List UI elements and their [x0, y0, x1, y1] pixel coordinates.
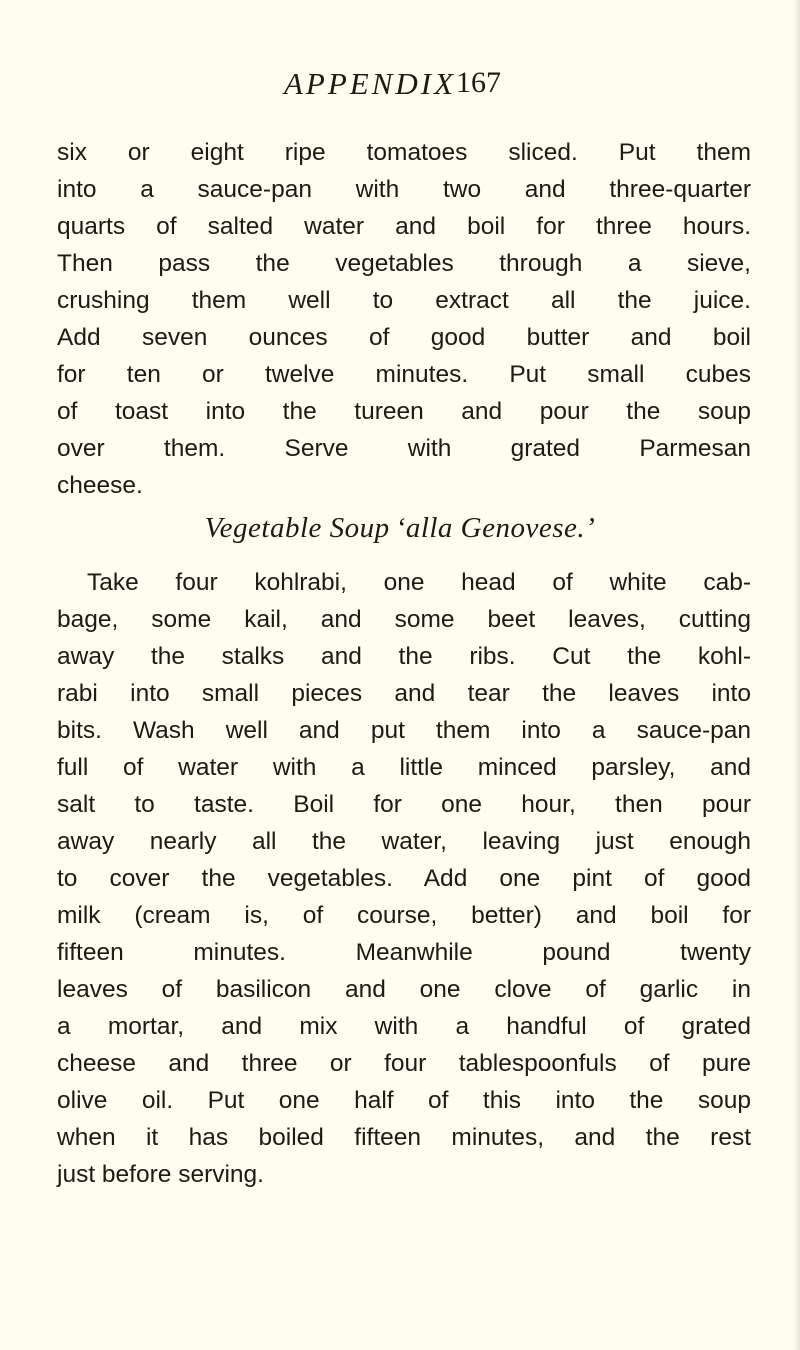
text-line: when it has boiled fifteen minutes, and the rest	[57, 1124, 751, 1151]
text-line: over them. Serve with grated Parmesan	[57, 435, 751, 462]
text-line: six or eight ripe tomatoes sliced. Put them	[57, 139, 751, 166]
text-line: cheese.	[57, 472, 143, 499]
text-line: fifteen minutes. Meanwhile pound twenty	[57, 939, 751, 966]
page-edge-shadow	[794, 0, 800, 1350]
text-line: to cover the vegetables. Add one pint of good	[57, 865, 751, 892]
text-line: of toast into the tureen and pour the soup	[57, 398, 751, 425]
text-line: just before serving.	[57, 1161, 264, 1188]
running-head-title: APPENDIX	[284, 66, 457, 101]
text-line: rabi into small pieces and tear the leaves into	[57, 680, 751, 707]
recipe-heading	[0, 508, 800, 548]
text-line: bage, some kail, and some beet leaves, cutting	[57, 606, 751, 633]
text-line: cheese and three or four tablespoonfuls of pure	[57, 1050, 751, 1077]
text-line: Add seven ounces of good butter and boil	[57, 324, 751, 351]
running-head	[248, 66, 718, 110]
text-line: away the stalks and the ribs. Cut the kohl-	[57, 643, 751, 670]
text-line: bits. Wash well and put them into a sauce-pan	[57, 717, 751, 744]
text-line: Take four kohlrabi, one head of white cab-	[87, 569, 751, 596]
page-number: 167	[456, 66, 501, 99]
recipe-heading-main: Vegetable Soup	[204, 512, 390, 544]
text-line: a mortar, and mix with a handful of grated	[57, 1013, 751, 1040]
text-line: crushing them well to extract all the juice.	[57, 287, 751, 314]
text-line: for ten or twelve minutes. Put small cubes	[57, 361, 751, 388]
text-line: away nearly all the water, leaving just enough	[57, 828, 751, 855]
text-line: milk (cream is, of course, better) and boil for	[57, 902, 751, 929]
recipe-heading-quoted: ‘alla Genovese.’	[395, 512, 596, 544]
text-line: into a sauce-pan with two and three-quarter	[57, 176, 751, 203]
text-line: olive oil. Put one half of this into the soup	[57, 1087, 751, 1114]
paragraph-tomato-soup-continued	[57, 134, 751, 504]
text-line: full of water with a little minced parsley, and	[57, 754, 751, 781]
text-line: quarts of salted water and boil for three hours.	[57, 213, 751, 240]
text-line: leaves of basilicon and one clove of garlic in	[57, 976, 751, 1003]
paragraph-vegetable-soup	[57, 564, 751, 1193]
text-line: salt to taste. Boil for one hour, then pour	[57, 791, 751, 818]
text-line: Then pass the vegetables through a sieve,	[57, 250, 751, 277]
